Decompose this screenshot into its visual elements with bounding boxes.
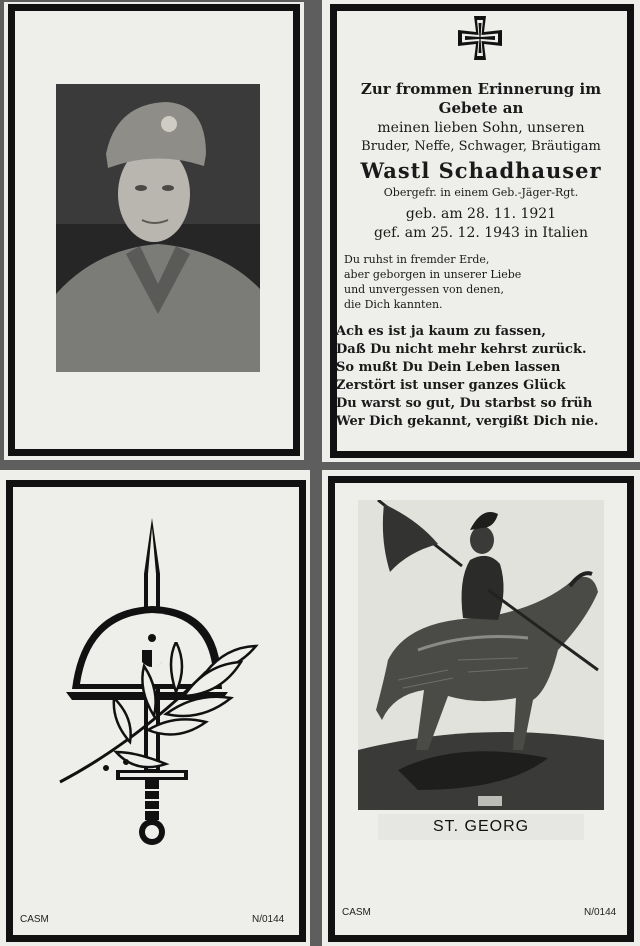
- portrait-photo: [56, 84, 260, 372]
- archive-code-left: CASM: [20, 914, 49, 925]
- memorial-heading: Zur frommen Erinnerung im: [360, 80, 602, 98]
- oak-branch-icon: [56, 642, 286, 792]
- verse-2-line-6: Wer Dich gekannt, vergißt Dich nie.: [336, 414, 599, 429]
- saint-caption: ST. GEORG: [432, 818, 530, 835]
- dedication-line-1: meinen lieben Sohn, unseren: [377, 120, 585, 136]
- death-date: gef. am 25. 12. 1943 in Italien: [373, 225, 589, 241]
- verse-2-line-3: So mußt Du Dein Leben lassen: [336, 360, 561, 375]
- iron-cross-icon: [456, 14, 504, 62]
- archive-number-left: N/0144: [252, 914, 285, 925]
- verse-2-line-2: Daß Du nicht mehr kehrst zurück.: [336, 342, 587, 357]
- memorial-subheading: Gebete an: [438, 99, 524, 117]
- archive-number-right: N/0144: [584, 907, 617, 918]
- archive-code-right: CASM: [342, 907, 371, 918]
- portrait-panel: [4, 2, 304, 460]
- saint-george-engraving: [358, 500, 604, 810]
- emblem-panel: [0, 470, 310, 946]
- verse-1-line-2: aber geborgen in unserer Liebe: [344, 268, 522, 281]
- verse-2-line-5: Du warst so gut, Du starbst so früh: [336, 396, 593, 411]
- verse-2-line-1: Ach es ist ja kaum zu fassen,: [336, 324, 546, 339]
- birth-date: geb. am 28. 11. 1921: [405, 206, 557, 222]
- verse-1-line-3: und unvergessen von denen,: [344, 283, 504, 296]
- saint-panel: [322, 470, 640, 946]
- verse-1-line-4: die Dich kannten.: [344, 298, 443, 311]
- rank-line: Obergefr. in einem Geb.-Jäger-Rgt.: [383, 186, 579, 199]
- verse-1-line-1: Du ruhst in fremder Erde,: [344, 253, 490, 266]
- verse-2-line-4: Zerstört ist unser ganzes Glück: [336, 378, 566, 393]
- deceased-name: Wastl Schadhauser: [360, 158, 602, 183]
- dedication-line-2: Bruder, Neffe, Schwager, Bräutigam: [361, 139, 601, 154]
- text-panel: [322, 0, 640, 462]
